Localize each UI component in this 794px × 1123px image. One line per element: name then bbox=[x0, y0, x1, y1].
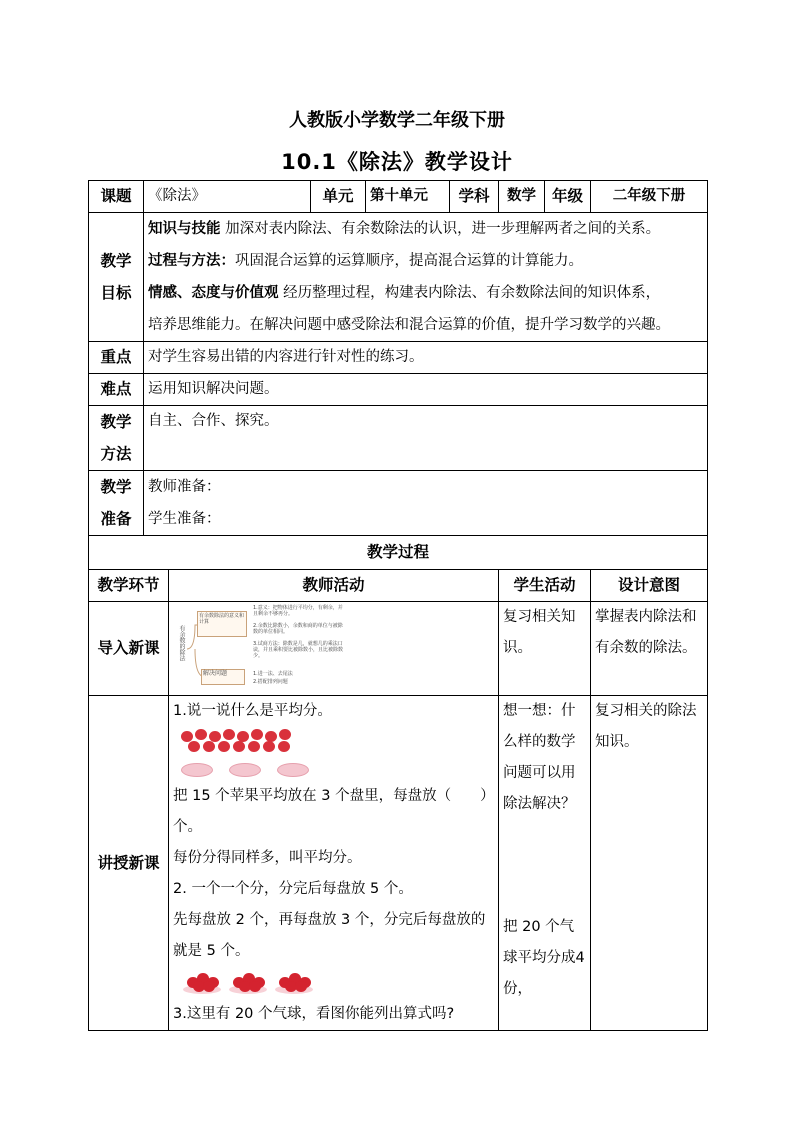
mindmap-branch-1: 1.意义：把物体进行平均分，有剩余，并且剩余不够再分。 bbox=[253, 604, 343, 617]
plate-icon bbox=[277, 763, 309, 777]
apple-icon bbox=[218, 741, 230, 752]
label-prep bbox=[89, 471, 144, 536]
apple-icon bbox=[278, 741, 290, 752]
lecture-stage: 讲授新课 bbox=[89, 696, 169, 1031]
apple-icon bbox=[195, 729, 207, 740]
label-key-point: 重点 bbox=[89, 342, 144, 374]
plates-figure bbox=[173, 757, 494, 781]
doc-title: 人教版小学数学二年级下册 bbox=[289, 110, 505, 131]
apple-plate-icon bbox=[185, 971, 221, 993]
goal-emotion-cont: 培养思维能力。在解决问题中感受除法和混合运算的价值，提升学习数学的兴趣。 bbox=[148, 317, 670, 333]
goal-emotion bbox=[148, 277, 703, 309]
label-method-a: 教学 bbox=[100, 413, 132, 431]
label-goals-b: 目标 bbox=[100, 284, 132, 302]
apple-icon bbox=[263, 741, 275, 752]
unit-value: 第十单元 bbox=[366, 181, 450, 213]
lesson-plan-table bbox=[88, 180, 708, 1031]
lecture-s2: 把 20 个气球平均分成4份， bbox=[503, 919, 585, 997]
apples-figure bbox=[173, 727, 494, 757]
label-goals-a: 教学 bbox=[100, 252, 132, 270]
apple-icon bbox=[251, 729, 263, 740]
label-goals bbox=[89, 213, 144, 342]
label-unit: 单元 bbox=[311, 181, 366, 213]
difficulty-text: 运用知识解决问题。 bbox=[144, 374, 708, 406]
apple-plate-icon bbox=[231, 971, 267, 993]
intro-stage: 导入新课 bbox=[89, 602, 169, 696]
apple-icon bbox=[203, 741, 215, 752]
lecture-t2: 把 15 个苹果平均放在 3 个盘里，每盘放（ ）个。 bbox=[173, 788, 488, 835]
lecture-t4: 2. 一个一个分，分完后每盘放 5 个。 bbox=[173, 881, 413, 897]
apple-icon bbox=[233, 741, 245, 752]
label-difficulty: 难点 bbox=[89, 374, 144, 406]
label-grade: 年级 bbox=[545, 181, 591, 213]
prep-teacher: 教师准备： bbox=[148, 479, 221, 495]
lecture-intent: 复习相关的除法知识。 bbox=[591, 696, 708, 1031]
goal-knowledge-text: 加深对表内除法、有余数除法的认识，进一步理解两者之间的关系。 bbox=[220, 221, 661, 237]
intro-student: 复习相关知识。 bbox=[499, 602, 591, 696]
key-point-text: 对学生容易出错的内容进行针对性的练习。 bbox=[144, 342, 708, 374]
label-prep-b: 准备 bbox=[100, 510, 132, 528]
mindmap-branch-2: 2.余数比除数小，余数和商的单位与被除数的单位相同。 bbox=[253, 622, 343, 635]
label-prep-a: 教学 bbox=[100, 478, 132, 496]
mindmap-root: 有余数的除法 bbox=[178, 624, 185, 661]
goal-process bbox=[148, 245, 703, 277]
col-intent: 设计意图 bbox=[591, 570, 708, 602]
lecture-t1: 1.说一说什么是平均分。 bbox=[173, 703, 332, 719]
goal-knowledge bbox=[148, 213, 703, 245]
apple-icon bbox=[248, 741, 260, 752]
label-topic: 课题 bbox=[89, 181, 144, 213]
apple-icon bbox=[279, 729, 291, 740]
mindmap-branch-5: 2.搭配排列问题 bbox=[253, 678, 288, 685]
goal-process-head: 过程与方法： bbox=[148, 253, 235, 269]
label-method-b: 方法 bbox=[100, 445, 132, 463]
prep-student: 学生准备： bbox=[148, 511, 221, 527]
goal-knowledge-head: 知识与技能 bbox=[148, 221, 221, 237]
doc-subtitle: 10.1《除法》教学设计 bbox=[281, 150, 513, 174]
apple-icon bbox=[223, 729, 235, 740]
intro-mindmap bbox=[173, 605, 494, 693]
lecture-t3: 每份分得同样多，叫平均分。 bbox=[173, 850, 362, 866]
apple-plates-figure bbox=[173, 967, 494, 999]
lecture-t6: 3.这里有 20 个气球，看图你能列出算式吗? bbox=[173, 1006, 455, 1022]
col-teacher: 教师活动 bbox=[169, 570, 499, 602]
intro-intent: 掌握表内除法和有余数的除法。 bbox=[591, 602, 708, 696]
method-text: 自主、合作、探究。 bbox=[144, 406, 708, 471]
goal-process-text: 巩固混合运算的运算顺序，提高混合运算的计算能力。 bbox=[235, 253, 583, 269]
lecture-t5: 先每盘放 2 个，再每盘放 3 个，分完后每盘放的就是 5 个。 bbox=[173, 912, 486, 959]
apple-icon bbox=[188, 741, 200, 752]
lecture-s1: 想一想：什么样的数学问题可以用除法解决？ bbox=[503, 703, 576, 812]
mindmap-branch-4: 1.进一法、去尾法 bbox=[253, 670, 293, 677]
col-student: 学生活动 bbox=[499, 570, 591, 602]
goal-emotion-head: 情感、态度与价值观 bbox=[148, 285, 279, 301]
mindmap-node-2: 解决问题 bbox=[201, 669, 245, 685]
goal-emotion-text: 经历整理过程，构建表内除法、有余数除法间的知识体系， bbox=[278, 285, 661, 301]
col-stage: 教学环节 bbox=[89, 570, 169, 602]
label-subject: 学科 bbox=[450, 181, 499, 213]
plate-icon bbox=[181, 763, 213, 777]
label-method bbox=[89, 406, 144, 471]
plate-icon bbox=[229, 763, 261, 777]
grade-value: 二年级下册 bbox=[591, 181, 708, 213]
mindmap-node-1: 有余数除法的意义和计算 bbox=[197, 611, 247, 637]
process-title: 教学过程 bbox=[89, 536, 708, 570]
topic-value: 《除法》 bbox=[144, 181, 311, 213]
apple-plate-icon bbox=[277, 971, 313, 993]
subject-value: 数学 bbox=[499, 181, 545, 213]
mindmap-branch-3: 3.试商方法：除数是几，就想几的乘法口诀，并且乘积要比被除数小，且比被除数少。 bbox=[253, 640, 344, 659]
